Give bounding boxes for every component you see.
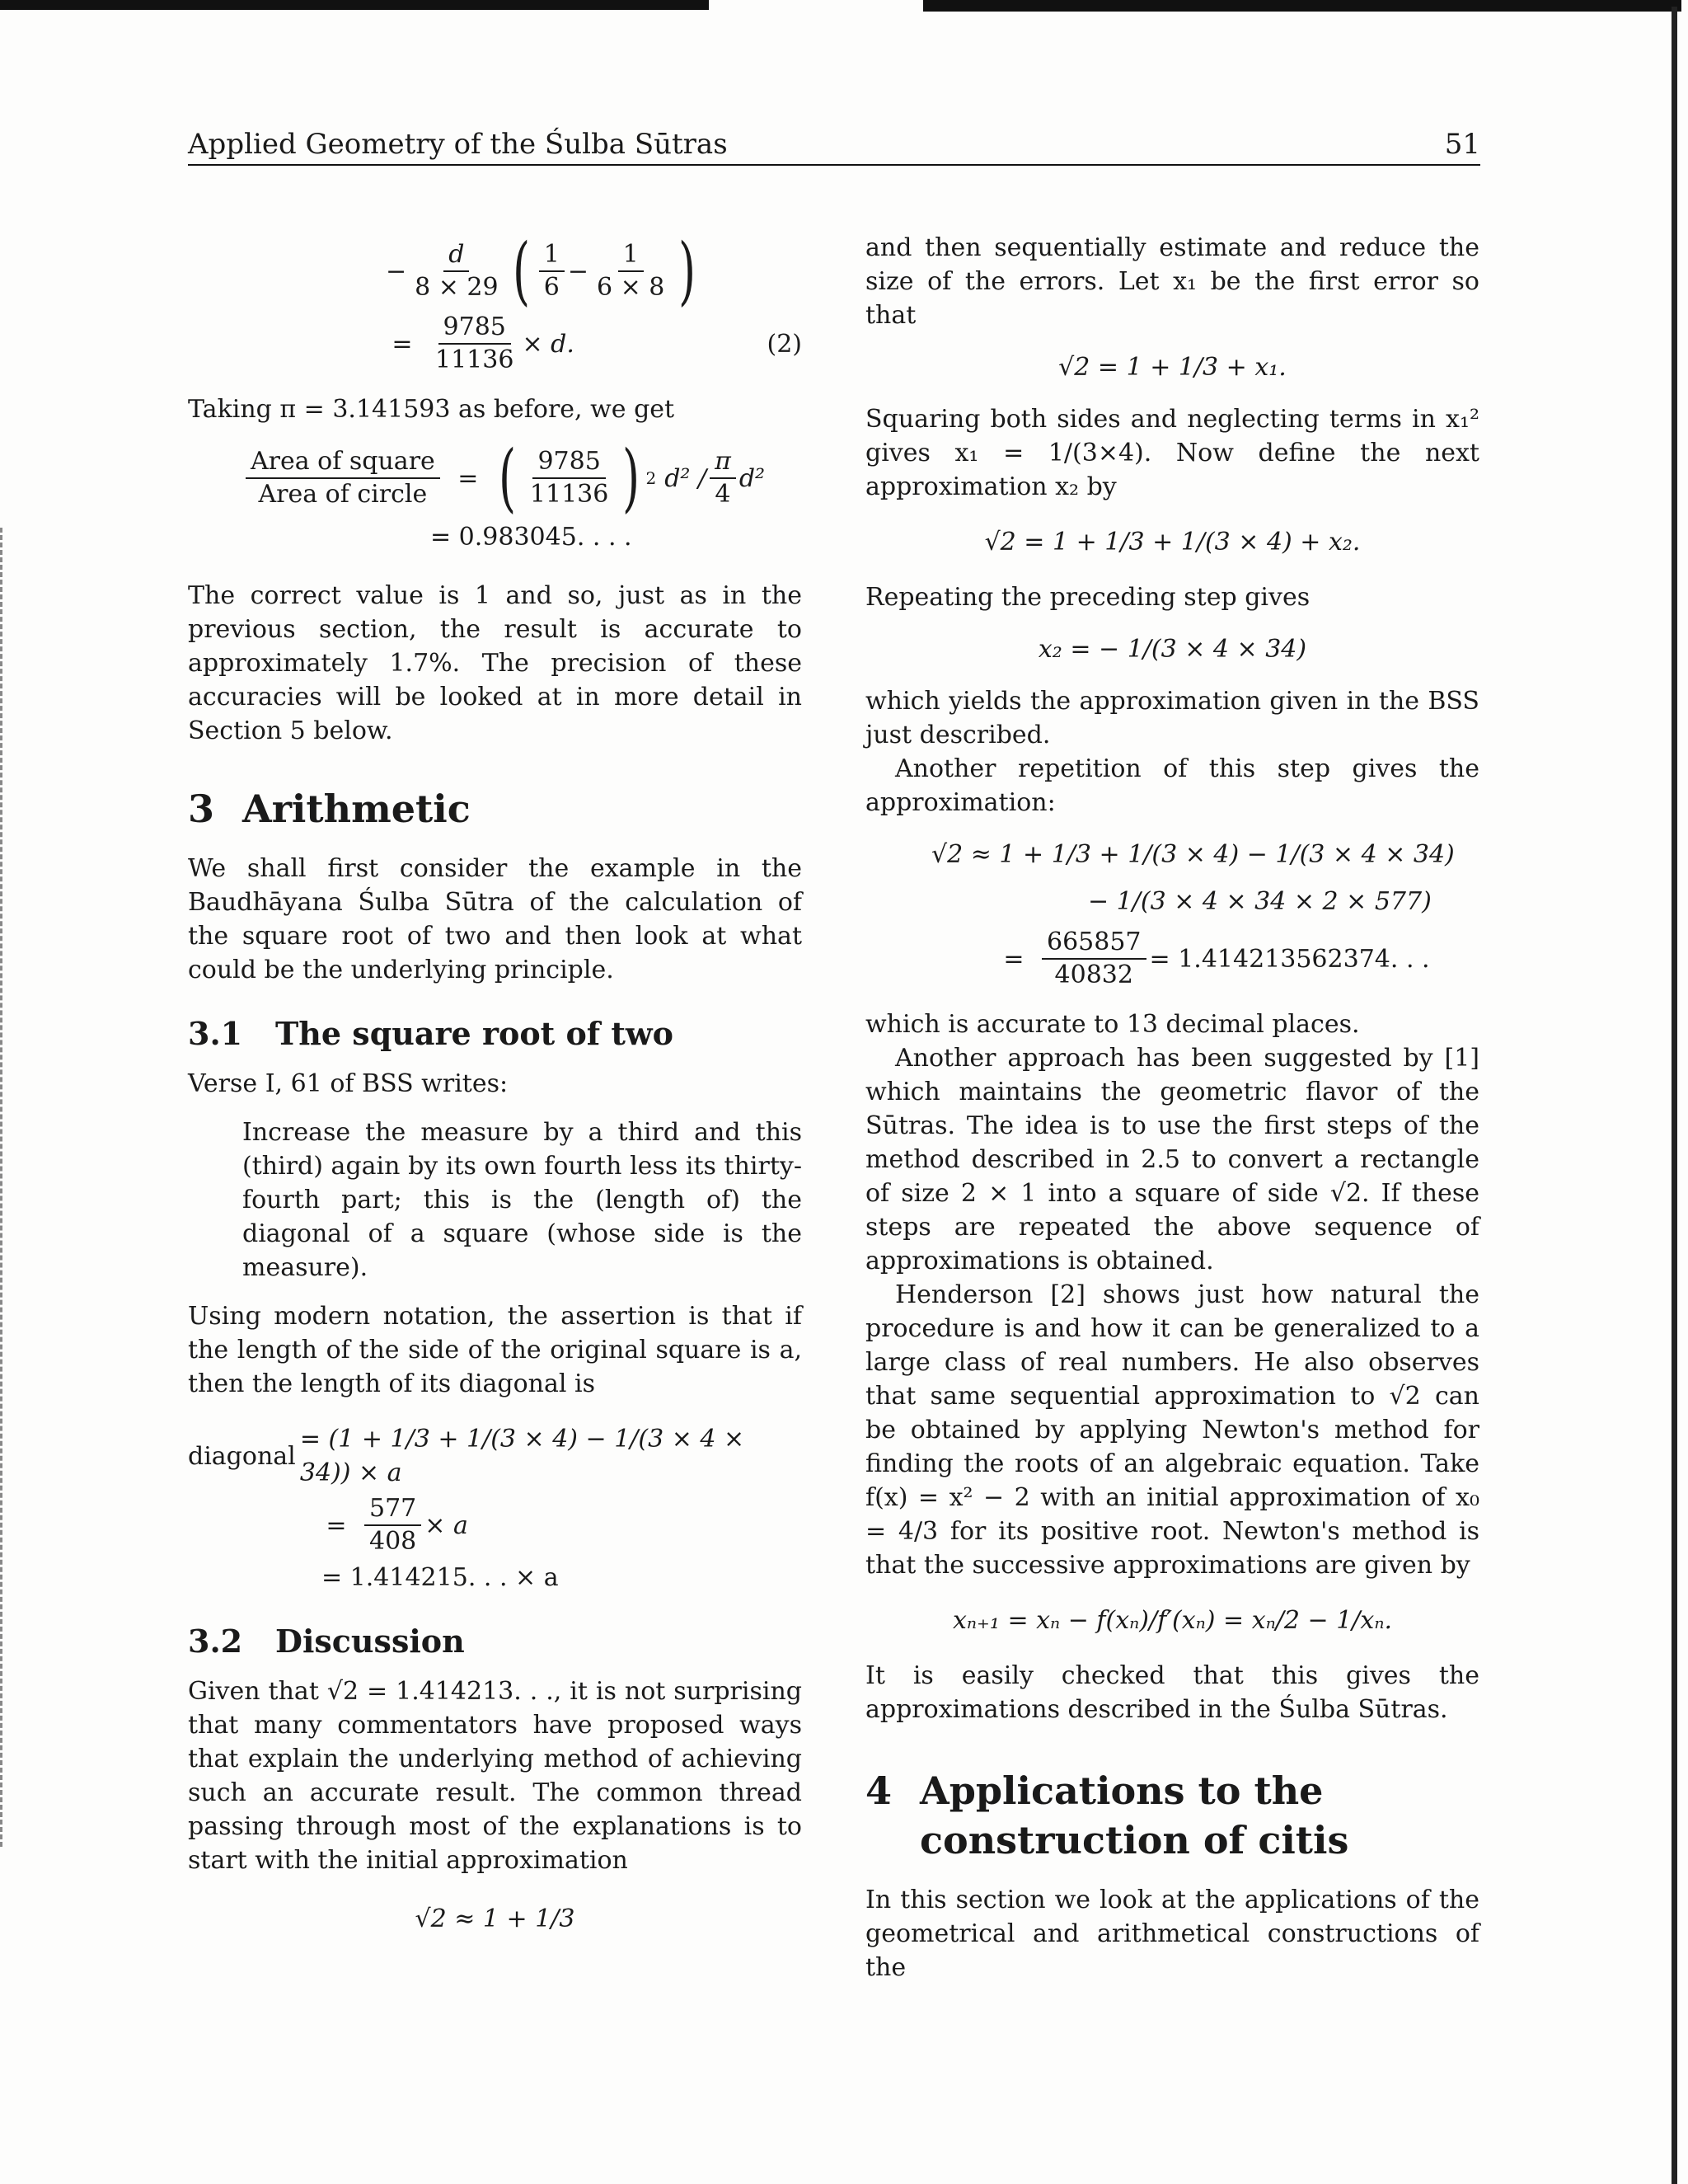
equation-x1: √2 = 1 + 1/3 + x₁. xyxy=(1058,353,1287,382)
section-heading: 4 Applications to the construction of citis xyxy=(865,1768,1349,1862)
approximation-line1: √2 ≈ 1 + 1/3 + 1/(3 × 4) − 1/(3 × 4 × 34) xyxy=(931,840,1455,869)
paragraph: Repeating the preceding step gives xyxy=(865,583,1311,612)
area-ratio-result: = 0.983045. . . . xyxy=(430,523,632,552)
paragraph: Taking π = 3.141593 as before, we get xyxy=(188,395,675,424)
quotation: Increase the measure by a third and this (third) again by its own fourth less its thirty-fourth part; this is the (length of) the diagonal of a square (whose side is the measure). xyxy=(242,1118,802,1282)
paragraph: Verse I, 61 of BSS writes: xyxy=(188,1069,509,1098)
paragraph: We shall first consider the example in the Baudhāyana Śulba Sūtra of the calculation of the square root of two and then look at what could be the underlying principle. xyxy=(188,854,802,984)
paragraph: Given that √2 = 1.414213. . ., it is not surprising that many commentators have proposed ways that explain the underlying method of achieving such an accurate result. The common thread passing through most of the explanations is to start with the initial approximation xyxy=(188,1677,802,1875)
page-number: 51 xyxy=(1444,128,1480,161)
equation-x2: x₂ = − 1/(3 × 4 × 34) xyxy=(1038,635,1307,664)
scan-margin-marks xyxy=(0,528,6,1847)
area-ratio-equation: $\frac{\text{Area of square}}{\text{Area of circle}}$ = ( $\frac{9785}{11136}$ ) 2 d² / $\frac{\pi}{4}$ d² xyxy=(242,441,802,515)
approximation-line2: − 1/(3 × 4 × 34 × 2 × 577) xyxy=(1088,887,1432,916)
paragraph: Squaring both sides and neglecting terms in x₁² gives x₁ = 1/(3×4). Now define the next approximation x₂ by xyxy=(865,405,1479,501)
paragraph: which is accurate to 13 decimal places. xyxy=(865,1010,1360,1039)
equation-number: (2) xyxy=(767,329,802,359)
scan-border-top-left xyxy=(0,0,709,10)
subsection-heading: 3.2 Discussion xyxy=(188,1623,465,1660)
diagonal-equation: diagonal = (1 + 1/3 + 1/(3 × 4) − 1/(3 × 4 × 34)) × a xyxy=(188,1425,745,1487)
newton-equation: xₙ₊₁ = xₙ − f(xₙ)/f′(xₙ) = xₙ/2 − 1/xₙ. xyxy=(952,1606,1393,1635)
diagonal-equation-line2: = $\frac{577}{408}$ × a xyxy=(326,1494,468,1556)
approximation-line3: = $\frac{665857}{40832}$ = 1.414213562374. . . xyxy=(1003,928,1430,989)
diagonal-equation-line3: = 1.414215. . . × a xyxy=(321,1563,559,1592)
left-column xyxy=(188,228,802,1947)
paragraph: Henderson [2] shows just how natural the procedure is and how it can be generalized to a large class of real numbers. He also observes that same sequential approximation to √2 can be obtained by applying Newton's method for finding the roots of an algebraic equation. Take f(x) = x² − 2 with an initial approximation of x₀ = 4/3 for its positive root. Newton's method is that the successive approximations are given by xyxy=(865,1280,1479,1580)
scan-border-right xyxy=(1672,7,1677,2184)
paragraph: Another repetition of this step gives the approximation: xyxy=(865,754,1479,817)
paragraph: The correct value is 1 and so, just as in the previous section, the result is accurate to approximately 1.7%. The precision of these accuracies will be looked at in more detail in Section 5 below. xyxy=(188,581,802,745)
initial-approximation: √2 ≈ 1 + 1/3 xyxy=(415,1905,575,1933)
running-header xyxy=(188,128,1480,166)
equation-2: = $\frac{9785}{11136}$ × d. (2) xyxy=(392,312,802,374)
equation-x2-definition: √2 = 1 + 1/3 + 1/(3 × 4) + x₂. xyxy=(984,528,1361,557)
paragraph: which yields the approximation given in the BSS just described. xyxy=(865,687,1479,749)
scan-border-top-right xyxy=(923,0,1681,12)
paragraph: It is easily checked that this gives the approximations described in the Śulba Sūtras. xyxy=(865,1661,1479,1724)
paragraph: In this section we look at the applications of the geometrical and arithmetical constructions of the xyxy=(865,1886,1479,1982)
paragraph: and then sequentially estimate and reduce the size of the errors. Let x₁ be the first error so that xyxy=(865,233,1479,330)
section-heading: 3 Arithmetic xyxy=(188,787,471,831)
right-column xyxy=(865,231,1479,1984)
paragraph: Another approach has been suggested by [1] which maintains the geometric flavor of the Sūtras. The idea is to use the first steps of the method described in 2.5 to convert a rectangle of size 2 × 1 into a square of side √2. If these steps are repeated the above sequence of approximations is obtained. xyxy=(865,1044,1479,1275)
equation-top: − $\frac{d}{8 \times 29}$ ( $\frac{1}{6}$ − $\frac{1}{6 \times 8}$ ) xyxy=(386,228,696,314)
subsection-heading: 3.1 The square root of two xyxy=(188,1015,673,1052)
paragraph: Using modern notation, the assertion is that if the length of the side of the original square is a, then the length of its diagonal is xyxy=(188,1302,802,1398)
running-title: Applied Geometry of the Śulba Sūtras xyxy=(188,128,728,161)
